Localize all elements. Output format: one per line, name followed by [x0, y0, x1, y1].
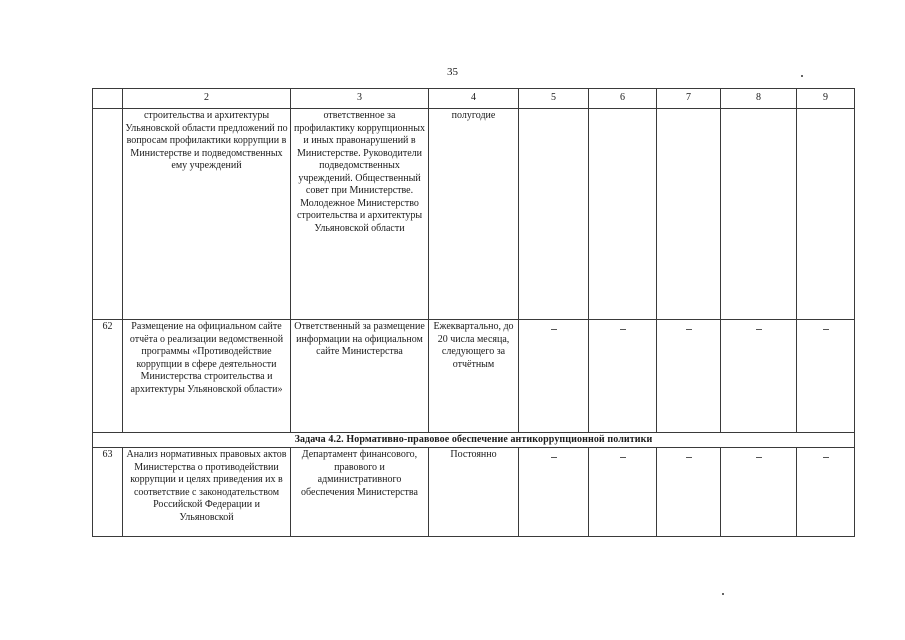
header-cell: 6: [589, 89, 657, 109]
header-cell: 5: [519, 89, 589, 109]
page-number: 35: [447, 66, 458, 78]
blank-dash-cell: [657, 320, 721, 433]
dash-mark: [756, 457, 762, 458]
dash-mark: [551, 329, 557, 330]
measure-cell: строительства и архитектуры Ульяновской области предложений по вопросам профилактики коррупции в Министерстве и подведомственных ему учреждений: [123, 109, 291, 320]
empty-cell: [721, 109, 797, 320]
blank-dash-cell: [519, 320, 589, 433]
task-heading: Задача 4.2. Нормативно-правовое обеспечение антикоррупционной политики: [93, 433, 855, 448]
responsible-cell: Ответственный за размещение информации на официальном сайте Министерства: [291, 320, 429, 433]
dash-mark: [686, 329, 692, 330]
dash-mark: [823, 329, 829, 330]
deadline-cell: Ежеквартально, до 20 числа месяца, следующего за отчётным: [429, 320, 519, 433]
table-row: [93, 109, 855, 320]
row-number: [93, 109, 123, 320]
row-number: 62: [93, 320, 123, 433]
dash-mark: [620, 329, 626, 330]
empty-cell: [657, 109, 721, 320]
header-cell: 8: [721, 89, 797, 109]
scan-speck: [801, 75, 803, 77]
dash-mark: [756, 329, 762, 330]
responsible-cell: Департамент финансового, правового и административного обеспечения Министерства: [291, 448, 429, 537]
dash-mark: [551, 457, 557, 458]
blank-dash-cell: [589, 320, 657, 433]
header-cell: 2: [123, 89, 291, 109]
dash-mark: [823, 457, 829, 458]
header-cell: 7: [657, 89, 721, 109]
deadline-cell: Постоянно: [429, 448, 519, 537]
header-cell: 9: [797, 89, 855, 109]
plan-table: [92, 88, 855, 537]
blank-dash-cell: [519, 448, 589, 537]
measure-cell: Анализ нормативных правовых актов Министерства о противодействии коррупции и целях приведения их в соответствие с законодательством Российской Федерации и Ульяновской: [123, 448, 291, 537]
header-cell: 3: [291, 89, 429, 109]
blank-dash-cell: [797, 320, 855, 433]
row-number: 63: [93, 448, 123, 537]
blank-dash-cell: [657, 448, 721, 537]
empty-cell: [519, 109, 589, 320]
scan-speck: [722, 593, 724, 595]
blank-dash-cell: [589, 448, 657, 537]
responsible-cell: ответственное за профилактику коррупционных и иных правонарушений в Министерстве. Руководители подведомственных учреждений. Общественный совет при Министерстве. Молодежное Министерство строительства и архитектуры Ульяновской области: [291, 109, 429, 320]
table-row: [93, 448, 855, 537]
measure-cell: Размещение на официальном сайте отчёта о реализации ведомственной программы «Противодействие коррупции в сфере деятельности Министерства строительства и архитектуры Ульяновской области»: [123, 320, 291, 433]
header-cell: [93, 89, 123, 109]
deadline-cell: полугодие: [429, 109, 519, 320]
dash-mark: [686, 457, 692, 458]
empty-cell: [589, 109, 657, 320]
task-heading-row: [93, 433, 855, 448]
blank-dash-cell: [721, 448, 797, 537]
empty-cell: [797, 109, 855, 320]
blank-dash-cell: [797, 448, 855, 537]
header-row: [93, 89, 855, 109]
header-cell: 4: [429, 89, 519, 109]
blank-dash-cell: [721, 320, 797, 433]
table-row: [93, 320, 855, 433]
dash-mark: [620, 457, 626, 458]
